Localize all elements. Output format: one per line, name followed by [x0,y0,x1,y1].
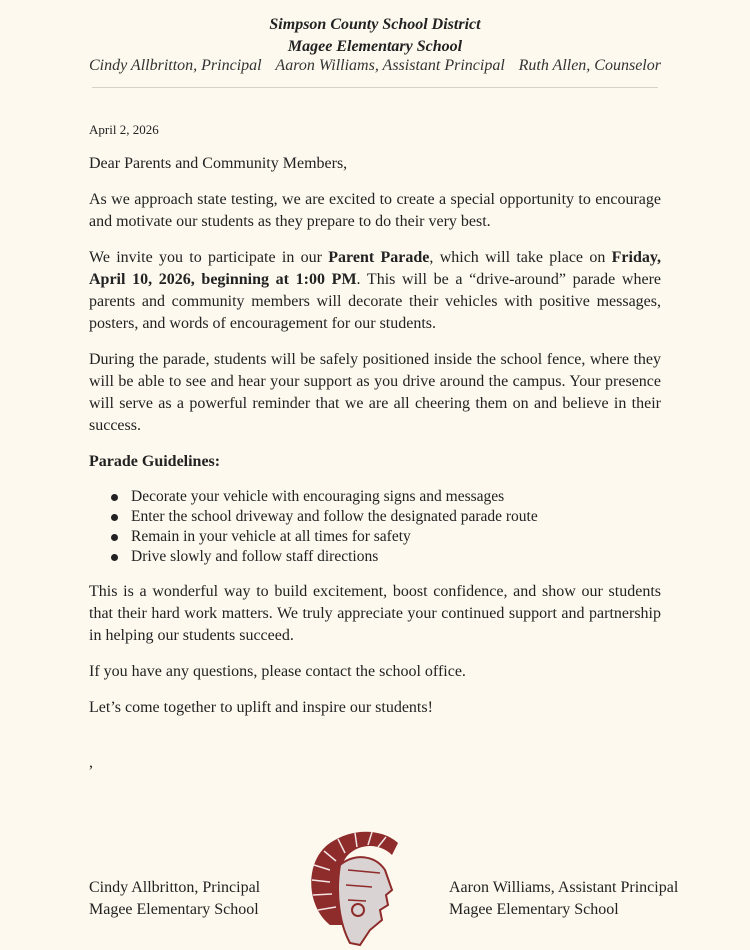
district-name: Simpson County School District [269,16,481,33]
paragraph-contact: If you have any questions, please contact the school office. [89,663,466,680]
list-item: Remain in your vehicle at all times for safety [89,527,661,547]
guidelines-list [89,487,661,567]
event-name: Parent Parade [328,249,430,266]
paragraph-closing: This is a wonderful way to build excitement, boost confidence, and show our students that their hard work matters. We truly appreciate your continued support and partnership in helping our students succeed. [89,583,661,644]
text: , which will take place on [429,249,612,266]
signature-left [89,877,260,921]
list-item: Drive slowly and follow staff directions [89,547,661,567]
signature-right [449,877,678,921]
letter-date: April 2, 2026 [89,122,159,137]
letter-body [89,121,661,774]
paragraph-sendoff: Let’s come together to uplift and inspire our students! [89,699,433,716]
staff-counselor: Ruth Allen, Counselor [518,57,661,74]
greeting: Dear Parents and Community Members, [89,155,348,172]
text: We invite you to participate in our [89,249,329,266]
list-item: Decorate your vehicle with encouraging signs and messages [89,487,661,507]
guidelines-heading: Parade Guidelines: [89,453,221,470]
signature-school: Magee Elementary School [449,901,619,918]
paragraph-intro: As we approach state testing, we are excited to create a special opportunity to encourage and motivate our students as they prepare to do their very best. [89,191,661,230]
signature-name: Cindy Allbritton, Principal [89,879,261,896]
paragraph-invitation [89,247,661,335]
school-name: Magee Elementary School [287,38,463,55]
paragraph-details: During the parade, students will be safely positioned inside the school fence, where they will be able to see and hear your support as you drive around the campus. Your presence will serve as a powerful reminder that we are all cheering them on and believe in their success. [89,351,661,434]
signature-school: Magee Elementary School [89,901,259,918]
text: . This will be a “drive-around” parade where parents and community members will decorate their vehicles with positive messages, posters, and words of encouragement for our students. [89,271,661,332]
staff-row [89,56,661,76]
staff-principal: Cindy Allbritton, Principal [89,57,262,74]
signature-name: Aaron Williams, Assistant Principal [449,879,679,896]
stray-comma: , [89,754,93,771]
staff-assistant-principal: Aaron Williams, Assistant Principal [275,57,505,74]
event-datetime: Friday, April 10, 2026, beginning at 1:00 PM [89,249,661,288]
spartan-logo-icon [300,825,410,950]
list-item: Enter the school driveway and follow the designated parade route [89,507,661,527]
header-divider [92,87,658,88]
